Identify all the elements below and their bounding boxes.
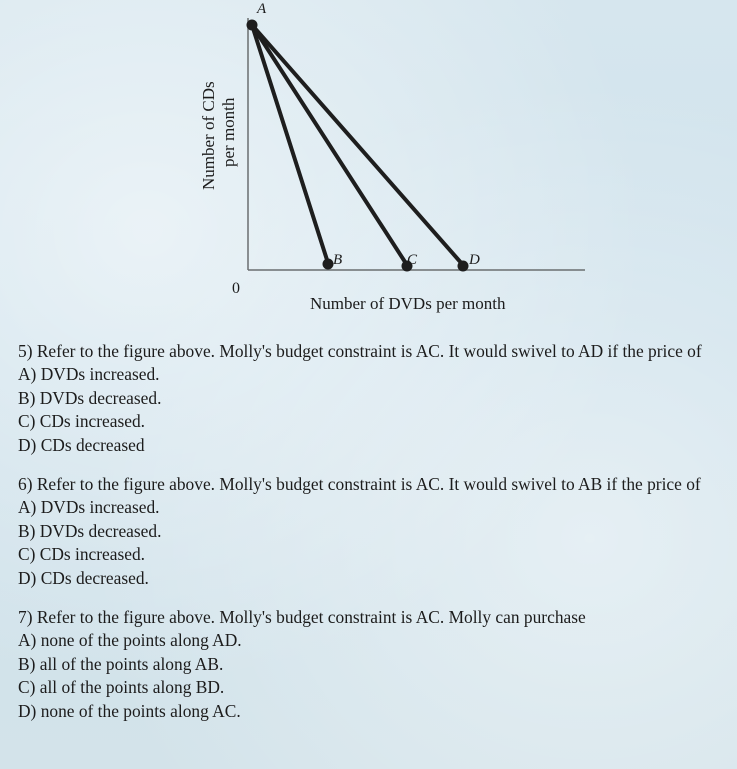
question-5-stem: 5) Refer to the figure above. Molly's budget constraint is AC. It would swivel to AD if the price of [18, 341, 702, 361]
point-a-marker [247, 20, 258, 31]
budget-constraint-figure [0, 0, 737, 330]
question-list [18, 340, 728, 723]
point-b-marker [323, 259, 334, 270]
point-d-label: D [469, 252, 480, 268]
question-5-option-c: C) CDs increased. [18, 411, 146, 432]
point-a-label: A [257, 1, 267, 17]
question-6 [18, 473, 728, 590]
question-7-option-a: A) none of the points along AD. [18, 630, 242, 651]
question-6-option-d: D) CDs decreased. [18, 567, 149, 588]
question-6-option-a: A) DVDs increased. [18, 497, 160, 518]
question-7-option-c: C) all of the points along BD. [18, 677, 225, 698]
question-5-option-d: D) CDs decreased [18, 434, 145, 455]
x-axis-label: Number of DVDs per month [310, 294, 506, 313]
question-7-option-b: B) all of the points along AB. [18, 653, 224, 674]
question-6-stem: 6) Refer to the figure above. Molly's budget constraint is AC. It would swivel to AB if the price of [18, 474, 701, 495]
y-axis-label-line2: per month [219, 97, 238, 167]
point-d-marker [458, 261, 469, 272]
question-6-option-c: C) CDs increased. [18, 544, 146, 565]
question-5 [18, 340, 728, 457]
origin-label: 0 [232, 280, 240, 297]
question-6-option-b: B) DVDs decreased. [18, 520, 162, 541]
question-5-option-a: A) DVDs increased. [18, 364, 160, 385]
point-b-label: B [333, 252, 343, 268]
question-7-stem: 7) Refer to the figure above. Molly's budget constraint is AC. Molly can purchase [18, 607, 586, 628]
budget-line-ab [252, 25, 328, 263]
question-5-option-b: B) DVDs decreased. [18, 387, 162, 408]
y-axis-label-line1: Number of CDs [199, 81, 218, 190]
point-c-label: C [407, 252, 418, 268]
budget-line-ac [252, 25, 407, 265]
question-7-option-d: D) none of the points along AC. [18, 700, 241, 721]
question-7 [18, 606, 728, 723]
budget-line-ad [252, 25, 463, 265]
